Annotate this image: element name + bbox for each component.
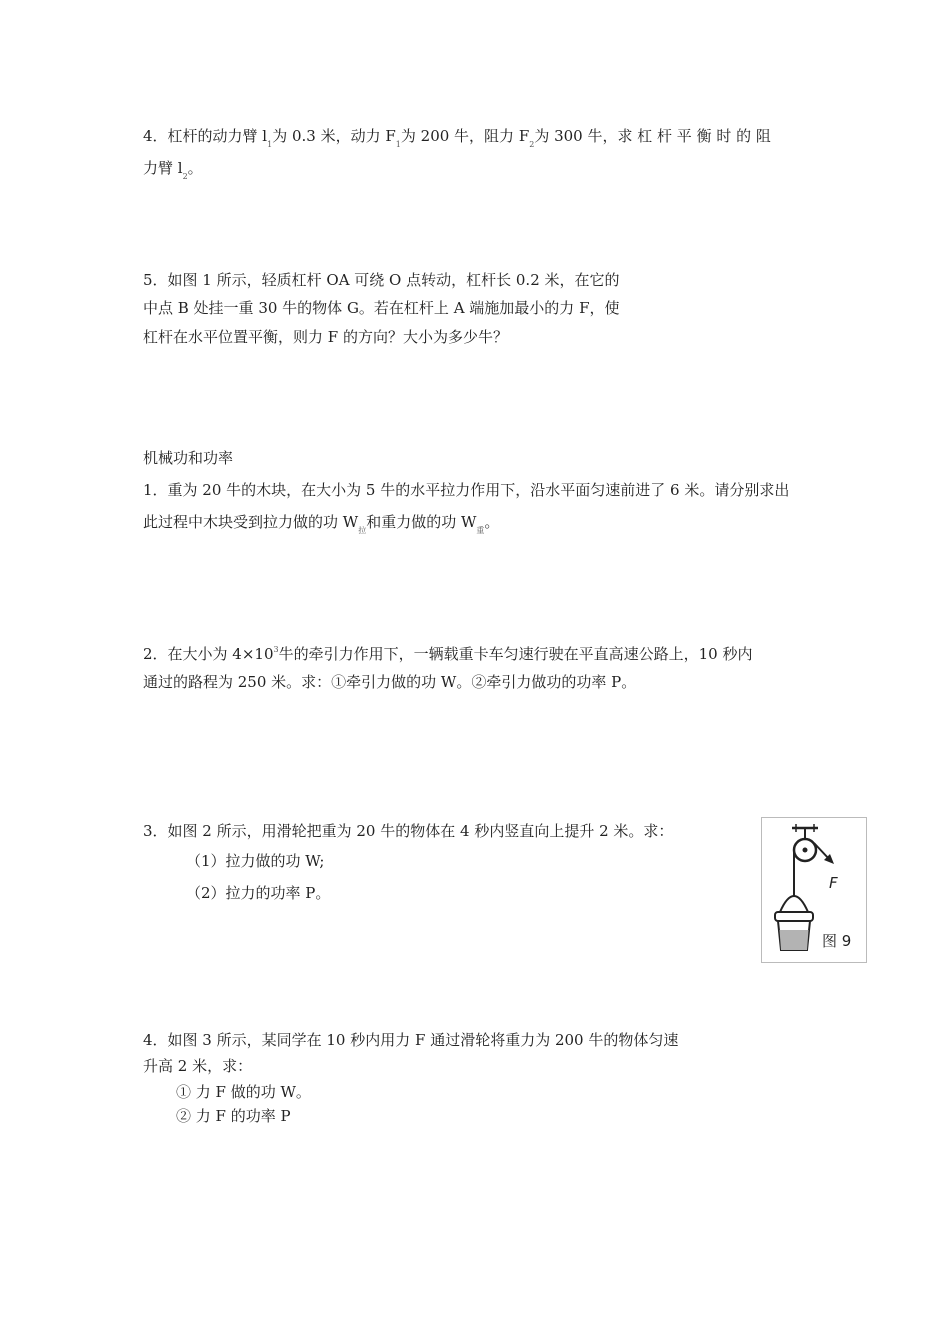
p4-line-2: 升高 2 米，求： (143, 1057, 253, 1075)
force-label: F (829, 874, 838, 892)
p1-text: 。 (484, 513, 500, 531)
q4-line-2 (143, 158, 203, 187)
q4-line-1 (143, 126, 771, 155)
subscript: 1 (267, 140, 273, 149)
p1-line-2 (143, 512, 499, 541)
q4-text: 为 300 牛，求 杠 杆 平 衡 时 的 阻 (534, 127, 771, 145)
subscript: 2 (529, 140, 535, 149)
p2-text: 2．在大小为 4×10 (143, 645, 274, 663)
pulley-diagram (762, 818, 866, 962)
subscript: 拉 (358, 526, 367, 535)
subscript: 1 (395, 140, 401, 149)
q4-text: 为 200 牛，阻力 F (400, 127, 530, 145)
section-title: 机械功和功率 (143, 449, 234, 467)
p1-text: 和重力做的功 W (366, 513, 477, 531)
q5-line-3: 杠杆在水平位置平衡，则力 F 的方向？大小为多少牛？ (143, 328, 508, 346)
subscript: 重 (476, 526, 485, 535)
p4-item-1: ① 力 F 做的功 W。 (176, 1083, 311, 1101)
p4-line-1: 4．如图 3 所示，某同学在 10 秒内用力 F 通过滑轮将重力为 200 牛的物体匀速 (143, 1031, 679, 1049)
bucket-contents (780, 930, 809, 950)
q5-line-2: 中点 B 处挂一重 30 牛的物体 G。若在杠杆上 A 端施加最小的力 F，使 (143, 299, 620, 317)
p2-line-1 (143, 640, 752, 664)
q5-line-1: 5．如图 1 所示，轻质杠杆 OA 可绕 O 点转动，杠杆长 0.2 米，在它的 (143, 271, 620, 289)
q4-text: 4．杠杆的动力臂 l (143, 127, 268, 145)
superscript: 3 (273, 645, 279, 654)
bucket-rim (775, 912, 813, 921)
p2-line-2: 通过的路程为 250 米。求：①牵引力做的功 W。②牵引力做功的功率 P。 (143, 673, 637, 691)
pulley-figure (761, 817, 867, 963)
q4-text: 为 0.3 米，动力 F (272, 127, 396, 145)
figure-caption: 图 9 (822, 932, 852, 950)
subscript: 2 (182, 172, 188, 181)
p3-item-2: （2）拉力的功率 P。 (186, 884, 331, 902)
p3-line-1: 3．如图 2 所示，用滑轮把重为 20 牛的物体在 4 秒内竖直向上提升 2 米。求： (143, 822, 674, 840)
p3-item-1: （1）拉力做的功 W; (186, 852, 325, 870)
p1-line-1: 1．重为 20 牛的木块，在大小为 5 牛的水平拉力作用下，沿水平面匀速前进了 6 米。请分别求出 (143, 481, 790, 499)
p4-item-2: ② 力 F 的功率 P (176, 1107, 291, 1125)
bucket-handle (780, 896, 808, 912)
p1-text: 此过程中木块受到拉力做的功 W (143, 513, 359, 531)
q4-text: 。 (187, 159, 203, 177)
p2-text: 牛的牵引力作用下，一辆载重卡车匀速行驶在平直高速公路上，10 秒内 (278, 645, 753, 663)
q4-text: 力臂 l (143, 159, 183, 177)
